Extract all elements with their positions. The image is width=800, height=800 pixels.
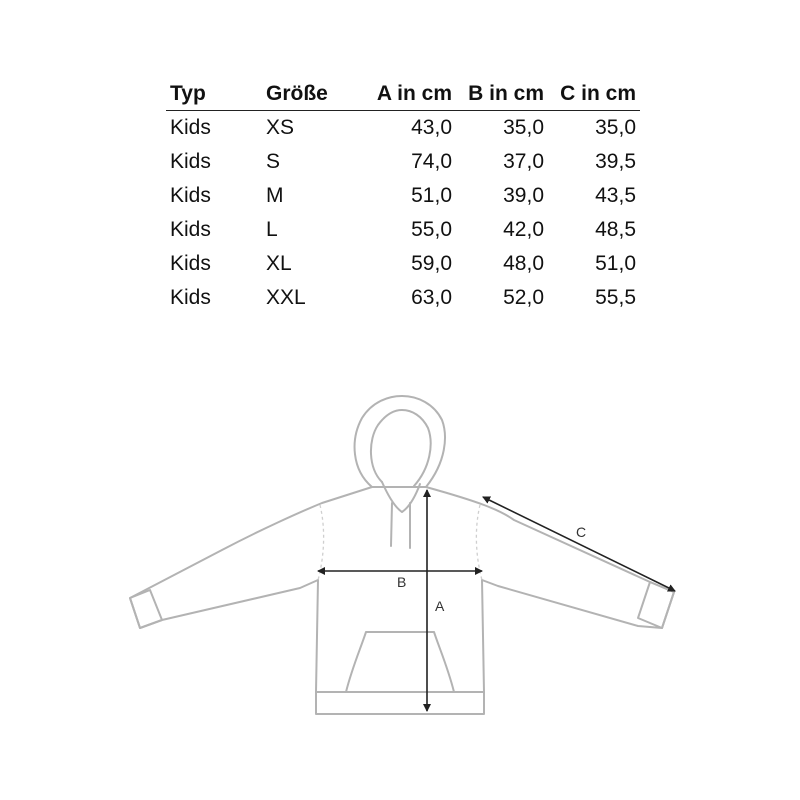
cell-a: 55,0: [411, 218, 452, 241]
cell-size: XXL: [266, 286, 306, 309]
right-cuff: [638, 582, 674, 628]
kangaroo-pocket: [346, 632, 454, 692]
measurement-arrow-c: [483, 497, 675, 591]
drawstring-left: [391, 503, 392, 546]
cell-b: 39,0: [503, 184, 544, 207]
cell-size: XL: [266, 252, 292, 275]
cell-size: M: [266, 184, 284, 207]
armhole-seam-right: [476, 505, 482, 580]
cell-size: XS: [266, 116, 295, 139]
cell-c: 39,5: [595, 150, 636, 173]
cell-b: 48,0: [503, 252, 544, 275]
label-a: A: [435, 598, 445, 614]
cell-size: S: [266, 150, 281, 173]
cell-size: L: [266, 218, 278, 241]
cell-typ: Kids: [170, 184, 211, 207]
cell-c: 35,0: [595, 116, 636, 139]
cell-c: 51,0: [595, 252, 636, 275]
cell-typ: Kids: [170, 286, 211, 309]
label-b: B: [397, 574, 407, 590]
cell-c: 43,5: [595, 184, 636, 207]
cell-typ: Kids: [170, 150, 211, 173]
cell-a: 74,0: [411, 150, 452, 173]
cell-a: 51,0: [411, 184, 452, 207]
cell-c: 55,5: [595, 286, 636, 309]
cell-a: 59,0: [411, 252, 452, 275]
label-c: C: [576, 524, 587, 540]
cell-typ: Kids: [170, 116, 211, 139]
header-a: A in cm: [360, 78, 452, 111]
header-b: B in cm: [452, 78, 544, 111]
cell-b: 35,0: [503, 116, 544, 139]
cell-b: 52,0: [503, 286, 544, 309]
cell-typ: Kids: [170, 218, 211, 241]
header-groesse: Größe: [262, 78, 360, 111]
armhole-seam-left: [318, 505, 324, 580]
cell-c: 48,5: [595, 218, 636, 241]
header-c: C in cm: [544, 78, 640, 111]
cell-a: 63,0: [411, 286, 452, 309]
header-typ: Typ: [166, 78, 262, 111]
cell-b: 42,0: [503, 218, 544, 241]
hoodie-body-outline: [130, 487, 674, 714]
left-cuff: [130, 590, 162, 628]
cell-a: 43,0: [411, 116, 452, 139]
cell-b: 37,0: [503, 150, 544, 173]
cell-typ: Kids: [170, 252, 211, 275]
hood-inner-outline: [371, 410, 431, 486]
